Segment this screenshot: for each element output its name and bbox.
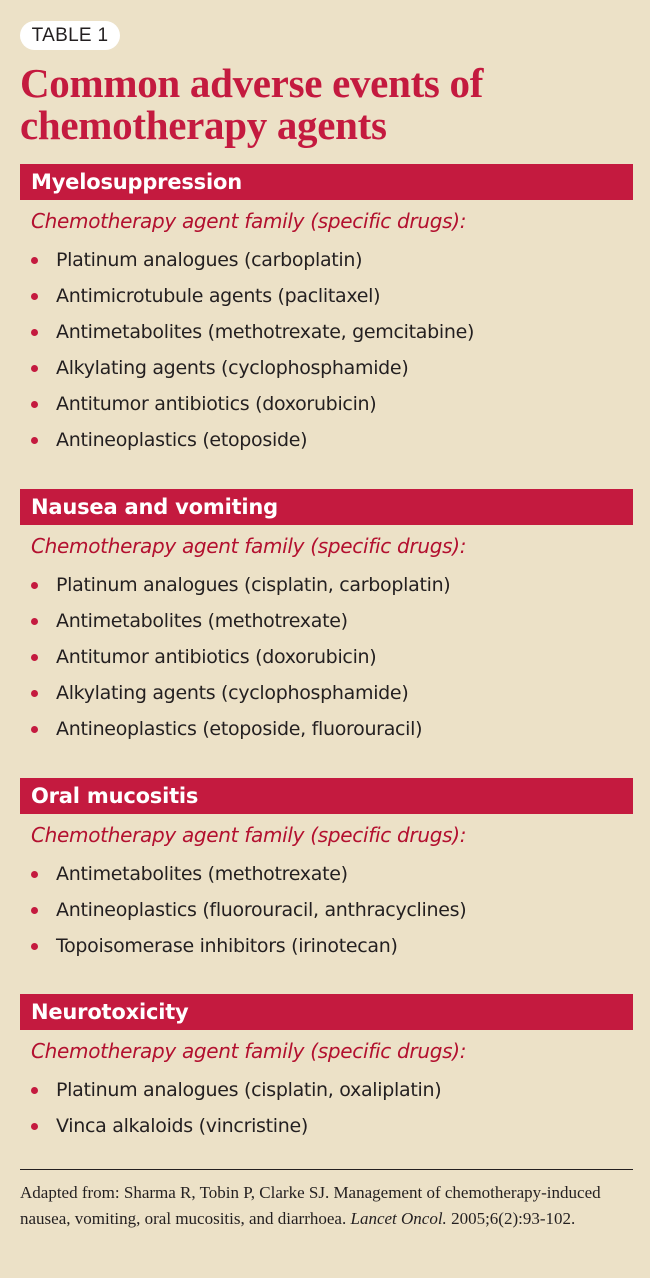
section-subheading: Chemotherapy agent family (specific drugs): [31, 823, 467, 847]
drug-list [20, 567, 633, 747]
section-neurotoxicity [20, 994, 633, 1144]
list-item: Antineoplastics (etoposide, fluorouracil) [56, 711, 633, 747]
list-item: Antimetabolites (methotrexate) [56, 603, 633, 639]
list-item: Topoisomerase inhibitors (irinotecan) [56, 928, 633, 964]
bullet-icon [31, 1123, 38, 1130]
section-nausea-vomiting [20, 489, 633, 747]
list-item: Antineoplastics (fluorouracil, anthracyclines) [56, 892, 633, 928]
journal-name: Lancet Oncol. [350, 1209, 447, 1228]
list-item: Antimetabolites (methotrexate) [56, 856, 633, 892]
list-item: Vinca alkaloids (vincristine) [56, 1108, 633, 1144]
section-myelosuppression [20, 164, 633, 458]
list-item: Alkylating agents (cyclophosphamide) [56, 675, 633, 711]
list-item: Antimetabolites (methotrexate, gemcitabine) [56, 314, 633, 350]
bullet-icon [31, 401, 38, 408]
section-subheading: Chemotherapy agent family (specific drugs): [31, 209, 467, 233]
list-item: Antimicrotubule agents (paclitaxel) [56, 278, 633, 314]
bullet-icon [31, 437, 38, 444]
table-number-badge: TABLE 1 [20, 21, 120, 50]
list-item: Antitumor antibiotics (doxorubicin) [56, 639, 633, 675]
list-item: Platinum analogues (cisplatin, oxaliplatin) [56, 1072, 633, 1108]
section-oral-mucositis [20, 778, 633, 964]
bullet-icon [31, 293, 38, 300]
bullet-icon [31, 907, 38, 914]
bullet-icon [31, 690, 38, 697]
footer-divider [20, 1169, 633, 1170]
bullet-icon [31, 726, 38, 733]
section-header: Myelosuppression [20, 164, 633, 200]
bullet-icon [31, 943, 38, 950]
bullet-icon [31, 329, 38, 336]
drug-list [20, 242, 633, 458]
bullet-icon [31, 365, 38, 372]
list-item: Antineoplastics (etoposide) [56, 422, 633, 458]
bullet-icon [31, 1087, 38, 1094]
list-item: Platinum analogues (cisplatin, carboplatin) [56, 567, 633, 603]
bullet-icon [31, 257, 38, 264]
list-item: Platinum analogues (carboplatin) [56, 242, 633, 278]
section-subheading: Chemotherapy agent family (specific drugs): [31, 1039, 467, 1063]
drug-list [20, 856, 633, 964]
bullet-icon [31, 582, 38, 589]
bullet-icon [31, 618, 38, 625]
source-citation: Adapted from: Sharma R, Tobin P, Clarke SJ. Management of chemotherapy-induced nausea, vomiting, oral mucositis, and diarrhoea. Lancet Oncol. 2005;6(2):93-102. [20, 1183, 601, 1228]
list-item: Antitumor antibiotics (doxorubicin) [56, 386, 633, 422]
section-subheading: Chemotherapy agent family (specific drugs): [31, 534, 467, 558]
section-header: Nausea and vomiting [20, 489, 633, 525]
drug-list [20, 1072, 633, 1144]
section-header: Oral mucositis [20, 778, 633, 814]
bullet-icon [31, 654, 38, 661]
section-header: Neurotoxicity [20, 994, 633, 1030]
page-title: Common adverse events of chemotherapy agents [20, 60, 484, 148]
bullet-icon [31, 871, 38, 878]
list-item: Alkylating agents (cyclophosphamide) [56, 350, 633, 386]
